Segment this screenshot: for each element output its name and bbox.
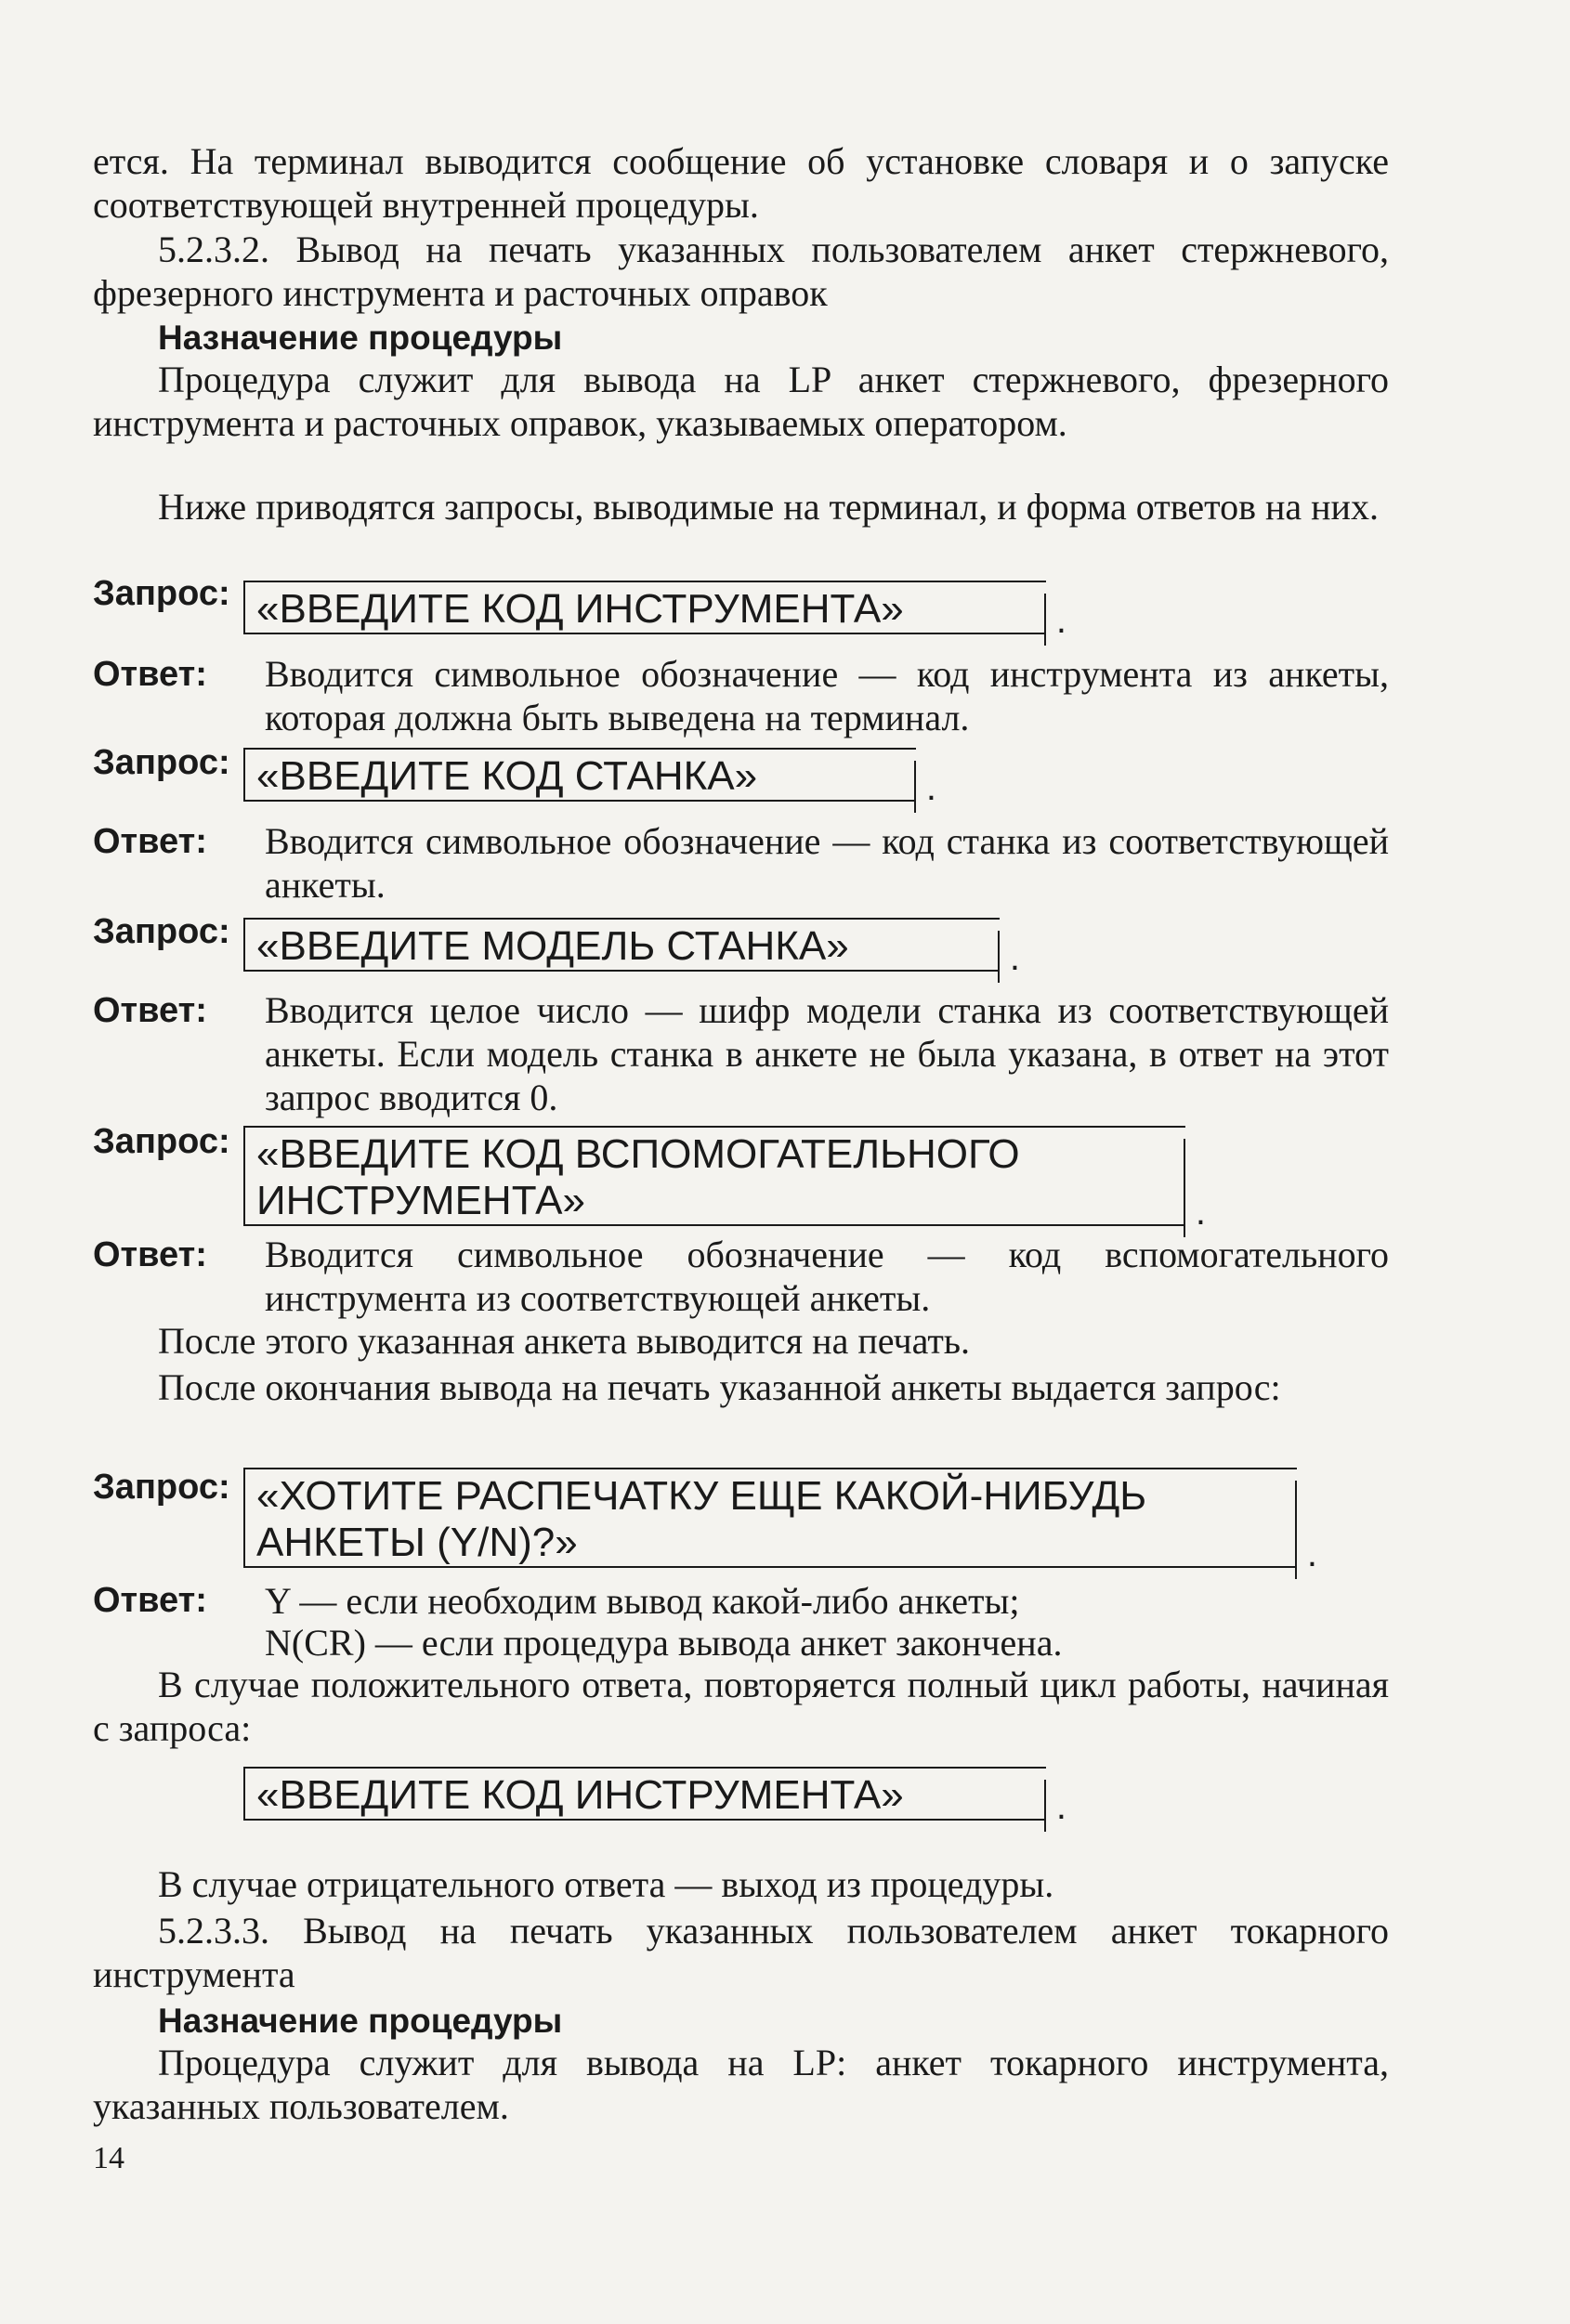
- request-text: «ВВЕДИТЕ КОД ИНСТРУМЕНТА»: [256, 1772, 904, 1818]
- request-label: Запрос:: [93, 574, 230, 613]
- answer-label: Ответ:: [93, 1235, 207, 1274]
- request-box-tool-code: «ВВЕДИТЕ КОД ИНСТРУМЕНТА» .: [243, 581, 1046, 634]
- page-number: 14: [93, 2141, 124, 2175]
- paragraph-intro: ется. На терминал выводится сообщение об установке словаря и о запуске соответствующей внутренней процедуры.: [93, 140, 1389, 226]
- section-5-2-3-3-title: 5.2.3.3. Вывод на печать указанных пользователем анкет токарного инструмента: [93, 1910, 1389, 1995]
- answer-label: Ответ:: [93, 655, 207, 694]
- answer-label: Ответ:: [93, 991, 207, 1030]
- request-text-line1: «ХОТИТЕ РАСПЕЧАТКУ ЕЩЕ КАКОЙ-НИБУДЬ: [256, 1473, 1147, 1519]
- request-box-machine-model: «ВВЕДИТЕ МОДЕЛЬ СТАНКА» .: [243, 918, 1000, 972]
- answer-text: Вводится символьное обозначение — код станка из соответствующей анкеты.: [265, 820, 1389, 906]
- paragraph-purpose-1: Процедура служит для вывода на LP анкет стержневого, фрезерного инструмента и расточных оправок, указываемых оператором.: [93, 359, 1389, 444]
- request-box-machine-code: «ВВЕДИТЕ КОД СТАНКА» .: [243, 748, 916, 802]
- request-text-line1: «ВВЕДИТЕ КОД ВСПОМОГАТЕЛЬНОГО: [256, 1131, 1020, 1177]
- request-text-line2: АНКЕТЫ (Y/N)?»: [256, 1520, 578, 1565]
- heading-purpose-1: Назначение процедуры: [158, 319, 563, 357]
- answer-text-yes: Y — если необходим вывод какой-либо анкеты;: [265, 1580, 1020, 1622]
- heading-purpose-2: Назначение процедуры: [158, 2002, 563, 2040]
- request-box-print-more: «ХОТИТЕ РАСПЕЧАТКУ ЕЩЕ КАКОЙ-НИБУДЬ АНКЕТЫ (Y/N)?» .: [243, 1468, 1297, 1568]
- section-5-2-3-2-title: 5.2.3.2. Вывод на печать указанных пользователем анкет стержневого, фрезерного инструмента и расточных оправок: [93, 228, 1389, 314]
- request-label: Запрос:: [93, 1468, 230, 1507]
- answer-label: Ответ:: [93, 1581, 207, 1620]
- request-label: Запрос:: [93, 912, 230, 951]
- request-label: Запрос:: [93, 1122, 230, 1161]
- answer-label: Ответ:: [93, 822, 207, 861]
- paragraph-positive-answer: В случае положительного ответа, повторяется полный цикл работы, начиная с запроса:: [93, 1664, 1389, 1749]
- request-box-aux-tool-code: «ВВЕДИТЕ КОД ВСПОМОГАТЕЛЬНОГО ИНСТРУМЕНТА» .: [243, 1126, 1185, 1226]
- request-label: Запрос:: [93, 743, 230, 782]
- answer-text: Вводится целое число — шифр модели станка из соответствующей анкеты. Если модель станка в анкете не была указана, в ответ на этот запрос вводится 0.: [265, 989, 1389, 1118]
- request-text-line2: ИНСТРУМЕНТА»: [256, 1178, 585, 1223]
- answer-text: Вводится символьное обозначение — код инструмента из анкеты, которая должна быть выведена на терминал.: [265, 653, 1389, 738]
- paragraph-after-print: После окончания вывода на печать указанной анкеты выдается запрос:: [158, 1366, 1281, 1408]
- request-text: «ВВЕДИТЕ КОД СТАНКА»: [256, 753, 758, 799]
- paragraph-print: После этого указанная анкета выводится на печать.: [158, 1320, 971, 1362]
- request-text: «ВВЕДИТЕ КОД ИНСТРУМЕНТА»: [256, 586, 904, 632]
- paragraph-negative-answer: В случае отрицательного ответа — выход из процедуры.: [158, 1863, 1054, 1905]
- request-text: «ВВЕДИТЕ МОДЕЛЬ СТАНКА»: [256, 923, 849, 969]
- answer-text: Вводится символьное обозначение — код вспомогательного инструмента из соответствующей анкеты.: [265, 1234, 1389, 1319]
- answer-text-no: N(CR) — если процедура вывода анкет закончена.: [265, 1622, 1063, 1664]
- paragraph-purpose-2: Процедура служит для вывода на LP: анкет токарного инструмента, указанных пользователем.: [93, 2042, 1389, 2127]
- request-box-repeat: «ВВЕДИТЕ КОД ИНСТРУМЕНТА» .: [243, 1767, 1046, 1821]
- paragraph-requests-intro: Ниже приводятся запросы, выводимые на терминал, и форма ответов на них.: [158, 486, 1379, 528]
